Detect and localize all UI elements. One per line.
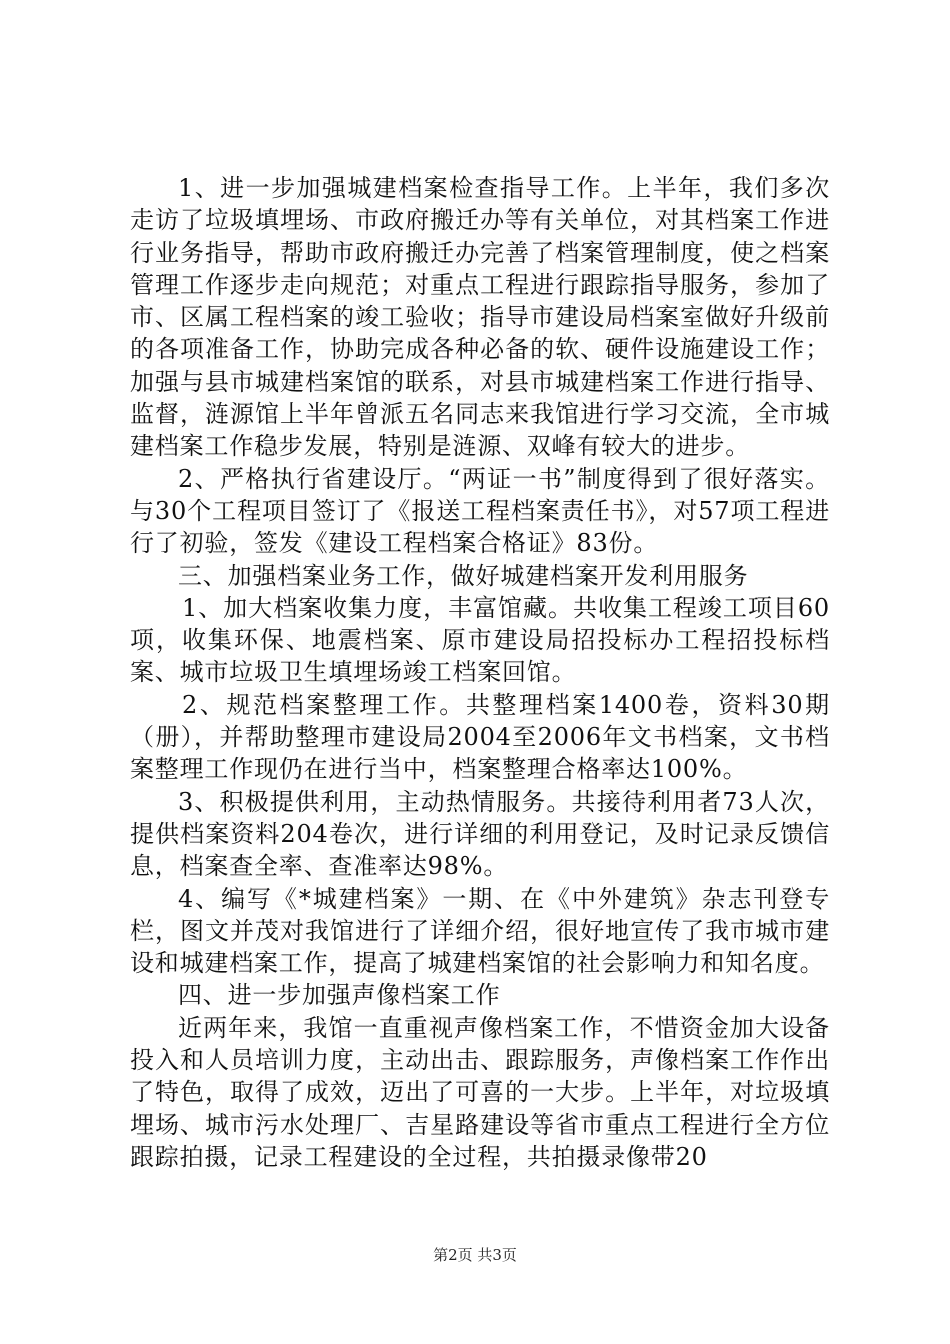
paragraph-4-1: 近两年来，我馆一直重视声像档案工作，不惜资金加大设备投入和人员培训力度，主动出击、跟踪服务，声像档案工作作出了特色，取得了成效，迈出了可喜的一大步。上半年，对垃圾填埋场、城市污水处理厂、吉星路建设等省市重点工程进行全方位跟踪拍摄，记录工程建设的全过程，共拍摄录像带20 xyxy=(130,1013,830,1171)
page-footer: 第2页 共3页 xyxy=(433,1246,517,1264)
paragraph-3-1: 1、加大档案收集力度，丰富馆藏。共收集工程竣工项目60项，收集环保、地震档案、原市建设局招投标办工程招投标档案、城市垃圾卫生填埋场竣工档案回馆。 xyxy=(130,593,830,687)
document-body xyxy=(130,172,830,1173)
section-heading-3: 三、加强档案业务工作，做好城建档案开发利用服务 xyxy=(178,561,749,590)
paragraph-3-3: 3、积极提供利用，主动热情服务。共接待利用者73人次，提供档案资料204卷次，进行详细的利用登记，及时记录反馈信息，档案查全率、查准率达98%。 xyxy=(130,787,830,881)
paragraph-2: 2、严格执行省建设厅。“两证一书”制度得到了很好落实。与30个工程项目签订了《报送工程档案责任书》，对57项工程进行了初验，签发《建设工程档案合格证》83份。 xyxy=(130,464,830,558)
paragraph-3-2: 2、规范档案整理工作。共整理档案1400卷，资料30期（册），并帮助整理市建设局2004至2006年文书档案，文书档案整理工作现仍在进行当中，档案整理合格率达100%。 xyxy=(130,690,830,784)
paragraph-1: 1、进一步加强城建档案检查指导工作。上半年，我们多次走访了垃圾填埋场、市政府搬迁办等有关单位，对其档案工作进行业务指导，帮助市政府搬迁办完善了档案管理制度，使之档案管理工作逐步走向规范；对重点工程进行跟踪指导服务，参加了市、区属工程档案的竣工验收；指导市建设局档案室做好升级前的各项准备工作，协助完成各种必备的软、硬件设施建设工作；加强与县市城建档案馆的联系，对县市城建档案工作进行指导、监督，涟源馆上半年曾派五名同志来我馆进行学习交流，全市城建档案工作稳步发展，特别是涟源、双峰有较大的进步。 xyxy=(130,174,830,461)
section-heading-4: 四、进一步加强声像档案工作 xyxy=(178,981,501,1010)
paragraph-3-4: 4、编写《*城建档案》一期、在《中外建筑》杂志刊登专栏，图文并茂对我馆进行了详细介绍，很好地宣传了我市城市建设和城建档案工作，提高了城建档案馆的社会影响力和知名度。 xyxy=(130,884,830,978)
